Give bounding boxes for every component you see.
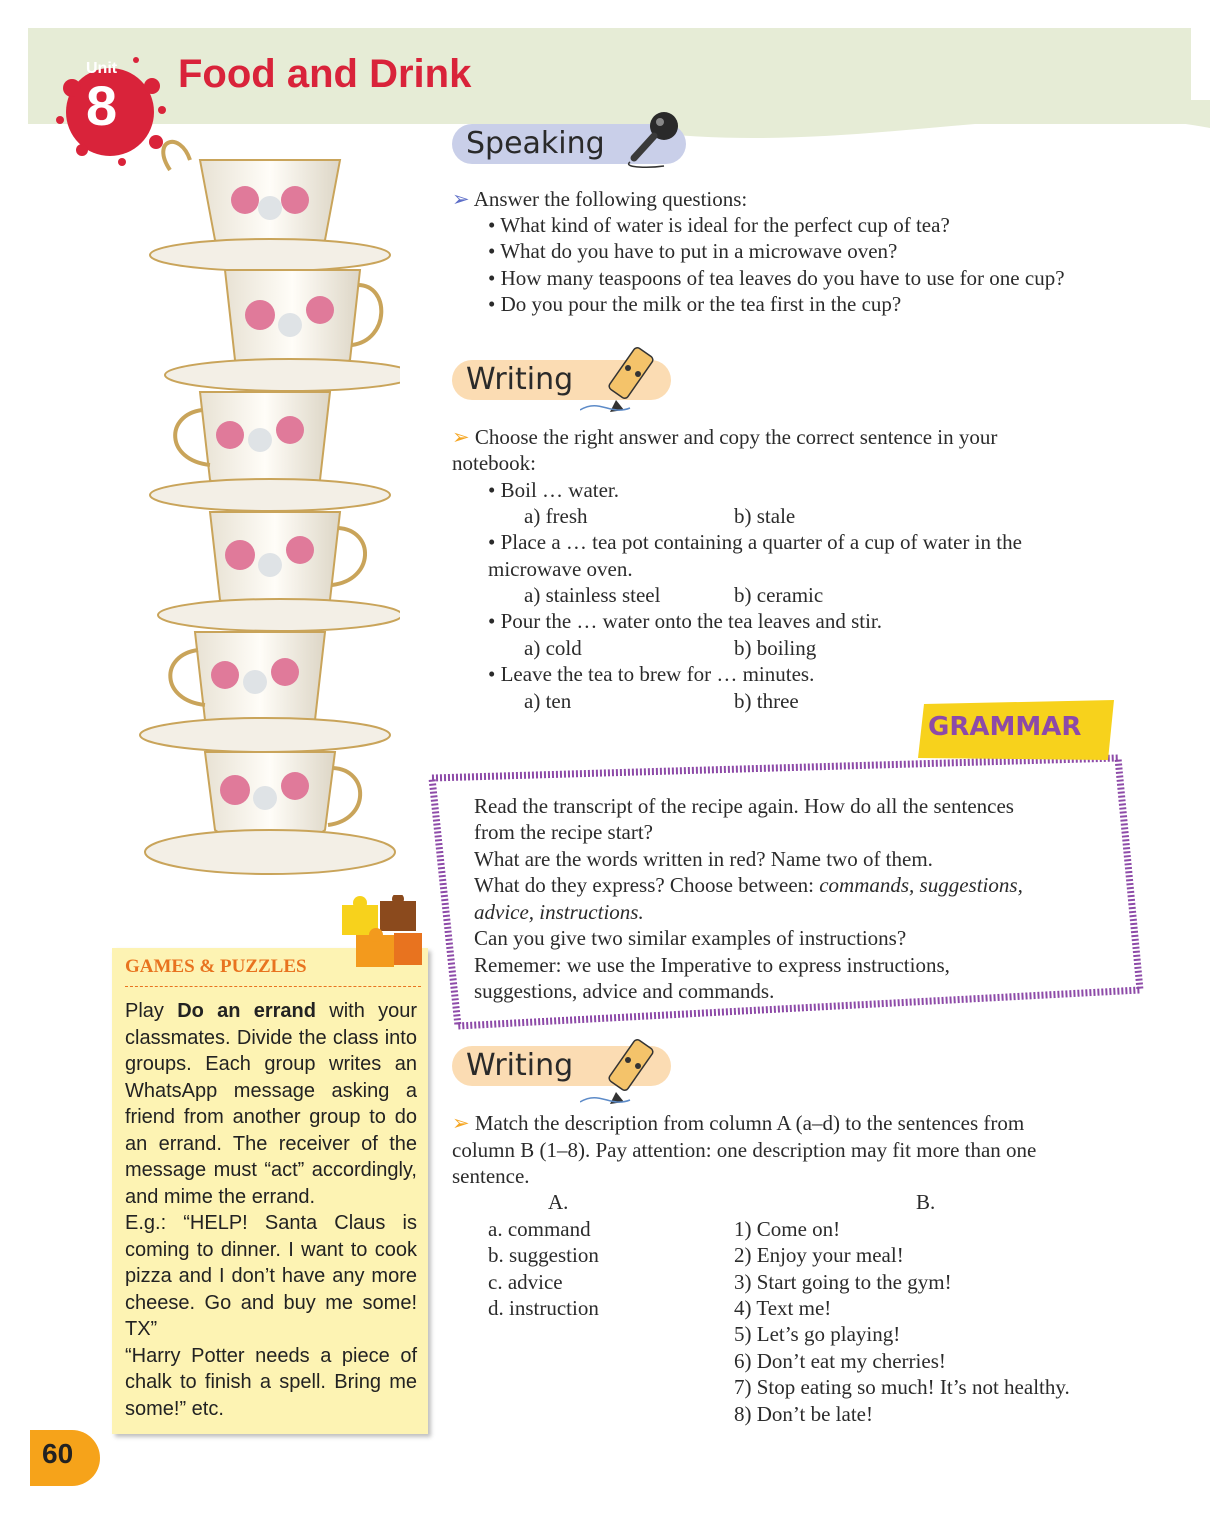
- exercise-stem: • Leave the tea to brew for … minutes.: [488, 662, 815, 686]
- question-item: • How many teaspoons of tea leaves do you have to use for one cup?: [488, 266, 1065, 290]
- column-b-item: 1) Come on!: [734, 1217, 841, 1241]
- exercise-stem: • Pour the … water onto the tea leaves and stir.: [488, 609, 882, 633]
- teacup-stack-image: [130, 130, 400, 890]
- arrow-bullet-icon: ➢: [452, 425, 475, 449]
- option-a: a) stainless steel: [524, 583, 661, 607]
- column-b-item: 5) Let’s go playing!: [734, 1322, 901, 1346]
- games-play-text: Play: [125, 1000, 178, 1022]
- option-a: a) ten: [524, 689, 572, 713]
- option-b: b) ceramic: [734, 583, 824, 607]
- games-example-2: “Harry Potter needs a piece of chalk to finish a spell. Bring me some!” etc.: [125, 1344, 417, 1420]
- column-a-item: c. advice: [488, 1270, 563, 1294]
- grammar-line: suggestions, advice and commands.: [474, 979, 775, 1003]
- microphone-icon: [620, 108, 682, 170]
- question-item: • Do you pour the milk or the tea first in the cup?: [488, 292, 902, 316]
- writing2-intro-line2: column B (1–8). Pay attention: one description may fit more than one: [452, 1138, 1037, 1162]
- grammar-italic-choices: commands, suggestions,: [819, 873, 1023, 897]
- column-b-item: 2) Enjoy your meal!: [734, 1243, 904, 1267]
- page-number: 60: [42, 1438, 74, 1469]
- grammar-line: Read the transcript of the recipe again. How do all the sentences: [474, 794, 1014, 818]
- column-a-item: a. command: [488, 1217, 591, 1241]
- page-title: Food and Drink: [178, 52, 472, 96]
- column-b-item: 6) Don’t eat my cherries!: [734, 1349, 946, 1373]
- exercise-stem: • Place a … tea pot containing a quarter of a cup of water in the: [488, 530, 1022, 554]
- pencil-icon: [580, 1030, 670, 1110]
- grammar-line: [474, 872, 1023, 899]
- writing1-intro-line2: notebook:: [452, 451, 536, 475]
- games-body-text: with your classmates. Divide the class into groups. Each group writes an WhatsApp message asking a friend from another group to do an errand. The receiver of the message must “act” accordingly, and mime the errand.: [125, 1000, 418, 1208]
- writing2-intro-line3: sentence.: [452, 1164, 530, 1188]
- speaking-intro-text: Answer the following questions:: [473, 187, 748, 211]
- column-a-item: d. instruction: [488, 1296, 599, 1320]
- unit-label: Unit: [86, 60, 118, 77]
- grammar-line: What are the words written in red? Name two of them.: [474, 847, 933, 871]
- writing-heading-label: Writing: [466, 362, 574, 397]
- games-divider: [125, 986, 421, 987]
- column-a-heading: A.: [548, 1190, 569, 1214]
- puzzle-icon: [340, 895, 424, 971]
- arrow-bullet-icon: ➢: [452, 187, 474, 211]
- option-a: a) fresh: [524, 504, 588, 528]
- column-b-heading: B.: [916, 1190, 936, 1214]
- games-example-1: E.g.: “HELP! Santa Claus is coming to dinner. I want to cook pizza and I don’t have any more cheese. Go and buy me some! TX”: [125, 1212, 417, 1340]
- writing1-intro: [452, 424, 1106, 451]
- column-b-item: 7) Stop eating so much! It’s not healthy.: [734, 1375, 1070, 1399]
- grammar-line: advice, instructions.: [474, 900, 644, 924]
- column-b-item: 8) Don’t be late!: [734, 1402, 873, 1426]
- grammar-line: Rememer: we use the Imperative to express instructions,: [474, 953, 950, 977]
- column-a-item: b. suggestion: [488, 1243, 599, 1267]
- grammar-line: from the recipe start?: [474, 820, 653, 844]
- exercise-stem-cont: microwave oven.: [488, 557, 633, 581]
- option-b: b) boiling: [734, 636, 817, 660]
- option-b: b) three: [734, 689, 799, 713]
- writing2-intro: [452, 1110, 1024, 1137]
- games-bold-title: Do an errand: [177, 1000, 316, 1022]
- games-puzzles-text: [125, 998, 417, 1422]
- pencil-icon: [580, 338, 670, 418]
- exercise-stem: • Boil … water.: [488, 478, 620, 502]
- unit-number: 8: [86, 74, 118, 137]
- grammar-line: Can you give two similar examples of instructions?: [474, 926, 907, 950]
- question-item: • What kind of water is ideal for the perfect cup of tea?: [488, 213, 950, 237]
- games-puzzles-title: GAMES & PUZZLES: [125, 956, 307, 977]
- column-b-item: 3) Start going to the gym!: [734, 1270, 952, 1294]
- writing-heading-label: Writing: [466, 1048, 574, 1083]
- column-b-item: 4) Text me!: [734, 1296, 832, 1320]
- writing2-intro-line1: Match the description from column A (a–d) to the sentences from: [474, 1111, 1025, 1135]
- writing1-intro-line1: Choose the right answer and copy the correct sentence in your: [474, 425, 998, 449]
- question-item: • What do you have to put in a microwave oven?: [488, 239, 898, 263]
- speaking-intro: [452, 186, 747, 213]
- arrow-bullet-icon: ➢: [452, 1111, 475, 1135]
- grammar-line-text: What do they express? Choose between:: [474, 873, 820, 897]
- grammar-tag-label: GRAMMAR: [928, 712, 1082, 742]
- option-b: b) stale: [734, 504, 796, 528]
- speaking-heading-label: Speaking: [466, 126, 605, 161]
- option-a: a) cold: [524, 636, 582, 660]
